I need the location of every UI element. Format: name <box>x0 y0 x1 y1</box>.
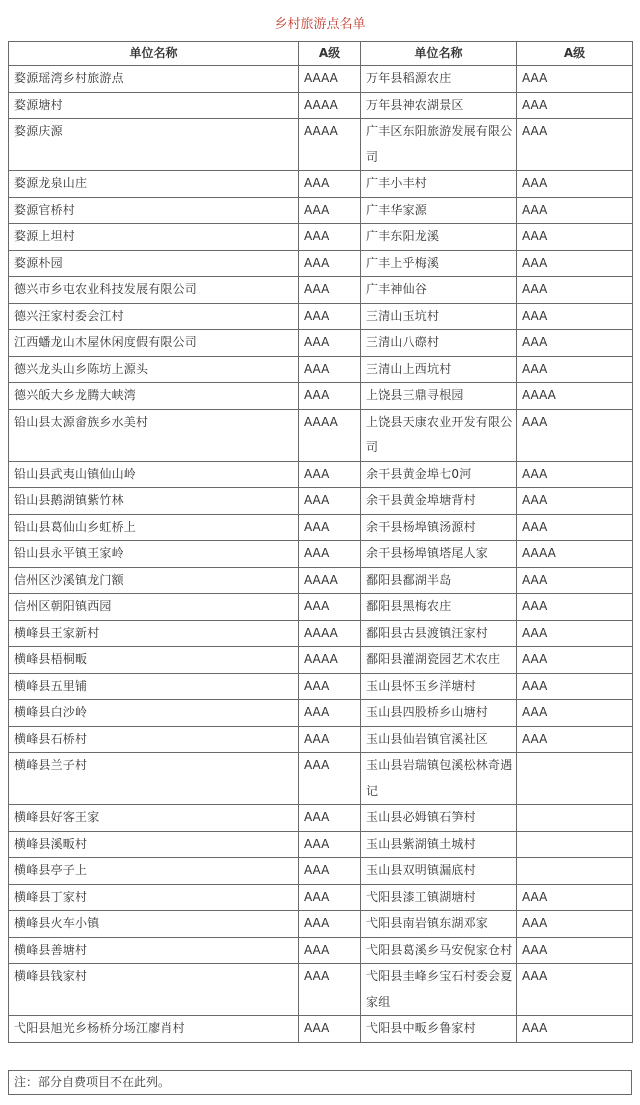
a-level-left: AAA <box>299 964 361 1016</box>
unit-name-left: 横峰县火车小镇 <box>9 911 299 938</box>
unit-name-left: 德兴龙头山乡陈坊上源头 <box>9 356 299 383</box>
a-level-right: AAA <box>517 673 633 700</box>
table-row <box>9 92 633 119</box>
unit-name-left: 信州区朝阳镇西园 <box>9 594 299 621</box>
unit-name-right: 鄱阳县鄱湖半岛 <box>361 567 517 594</box>
unit-name-left: 横峰县五里铺 <box>9 673 299 700</box>
unit-name-right: 余干县杨埠镇塔尾人家 <box>361 541 517 568</box>
unit-name-right: 弋阳县南岩镇东湖邓家 <box>361 911 517 938</box>
unit-name-left: 铅山县永平镇王家岭 <box>9 541 299 568</box>
a-level-right: AAA <box>517 726 633 753</box>
unit-name-right: 弋阳县圭峰乡宝石村委会夏家组 <box>361 964 517 1016</box>
table-row <box>9 673 633 700</box>
a-level-left: AAA <box>299 197 361 224</box>
a-level-left: AAA <box>299 250 361 277</box>
a-level-right: AAA <box>517 356 633 383</box>
a-level-left: AAAA <box>299 119 361 171</box>
a-level-left: AAA <box>299 171 361 198</box>
a-level-right: AAA <box>517 303 633 330</box>
unit-name-left: 婺源塘村 <box>9 92 299 119</box>
a-level-left: AAA <box>299 303 361 330</box>
a-level-left: AAA <box>299 700 361 727</box>
table-row <box>9 805 633 832</box>
footnote: 注：部分自费项目不在此列。 <box>8 1070 632 1095</box>
table-row <box>9 303 633 330</box>
unit-name-right: 鄱阳县灌湖瓷园艺术农庄 <box>361 647 517 674</box>
unit-name-left: 婺源上坦村 <box>9 224 299 251</box>
unit-name-right: 三清山玉坑村 <box>361 303 517 330</box>
table-row <box>9 224 633 251</box>
unit-name-right: 上饶县天康农业开发有限公司 <box>361 409 517 461</box>
table-row <box>9 620 633 647</box>
header-a-level-right: A级 <box>517 42 633 66</box>
unit-name-left: 铅山县太源畲族乡水美村 <box>9 409 299 461</box>
unit-name-right: 广丰华家源 <box>361 197 517 224</box>
unit-name-left: 婺源朴园 <box>9 250 299 277</box>
table-row <box>9 514 633 541</box>
a-level-left: AAA <box>299 461 361 488</box>
a-level-left: AAAA <box>299 409 361 461</box>
table-row <box>9 461 633 488</box>
unit-name-right: 广丰区东阳旅游发展有限公司 <box>361 119 517 171</box>
a-level-right: AAA <box>517 461 633 488</box>
unit-name-right: 玉山县怀玉乡洋塘村 <box>361 673 517 700</box>
unit-name-left: 铅山县鹅湖镇紫竹林 <box>9 488 299 515</box>
unit-name-left: 横峰县丁家村 <box>9 884 299 911</box>
a-level-left: AAA <box>299 911 361 938</box>
a-level-right: AAA <box>517 92 633 119</box>
a-level-right: AAA <box>517 647 633 674</box>
unit-name-left: 横峰县亭子上 <box>9 858 299 885</box>
unit-name-right: 万年县稻源农庄 <box>361 66 517 93</box>
list-title: 乡村旅游点名单 <box>274 17 366 32</box>
table-row <box>9 594 633 621</box>
a-level-right: AAA <box>517 911 633 938</box>
unit-name-left: 横峰县白沙岭 <box>9 700 299 727</box>
table-row <box>9 858 633 885</box>
a-level-left: AAA <box>299 356 361 383</box>
a-level-left: AAAA <box>299 647 361 674</box>
a-level-right: AAA <box>517 514 633 541</box>
table-row <box>9 1016 633 1043</box>
unit-name-left: 婺源瑶湾乡村旅游点 <box>9 66 299 93</box>
unit-name-left: 德兴汪家村委会江村 <box>9 303 299 330</box>
unit-name-right: 三清山八磜村 <box>361 330 517 357</box>
table-row <box>9 409 633 461</box>
unit-name-right: 余干县黄金埠塘背村 <box>361 488 517 515</box>
unit-name-left: 江西蟠龙山木屋休闲度假有限公司 <box>9 330 299 357</box>
header-unit-name-right: 单位名称 <box>361 42 517 66</box>
a-level-left: AAA <box>299 514 361 541</box>
table-row <box>9 726 633 753</box>
rural-tourism-table <box>8 41 633 1043</box>
table-row <box>9 171 633 198</box>
table-row <box>9 964 633 1016</box>
a-level-left: AAA <box>299 488 361 515</box>
unit-name-right: 广丰上乎梅溪 <box>361 250 517 277</box>
table-row <box>9 937 633 964</box>
table-row <box>9 700 633 727</box>
a-level-right: AAA <box>517 171 633 198</box>
table-row <box>9 884 633 911</box>
a-level-right: AAA <box>517 119 633 171</box>
table-row <box>9 647 633 674</box>
a-level-right: AAA <box>517 409 633 461</box>
table-body <box>9 66 633 1043</box>
unit-name-right: 鄱阳县古县渡镇汪家村 <box>361 620 517 647</box>
a-level-left: AAA <box>299 224 361 251</box>
a-level-right <box>517 753 633 805</box>
unit-name-left: 横峰县钱家村 <box>9 964 299 1016</box>
a-level-left: AAA <box>299 277 361 304</box>
unit-name-left: 横峰县石桥村 <box>9 726 299 753</box>
unit-name-left: 横峰县善塘村 <box>9 937 299 964</box>
a-level-right: AAA <box>517 66 633 93</box>
table-row <box>9 753 633 805</box>
table-row <box>9 831 633 858</box>
unit-name-left: 婺源龙泉山庄 <box>9 171 299 198</box>
a-level-right: AAA <box>517 224 633 251</box>
unit-name-left: 婺源庆源 <box>9 119 299 171</box>
a-level-right: AAA <box>517 330 633 357</box>
table-row <box>9 277 633 304</box>
a-level-left: AAA <box>299 1016 361 1043</box>
unit-name-left: 铅山县葛仙山乡虹桥上 <box>9 514 299 541</box>
unit-name-right: 玉山县四股桥乡山塘村 <box>361 700 517 727</box>
a-level-left: AAA <box>299 726 361 753</box>
a-level-left: AAA <box>299 805 361 832</box>
a-level-left: AAA <box>299 594 361 621</box>
a-level-left: AAAA <box>299 66 361 93</box>
unit-name-left: 信州区沙溪镇龙门额 <box>9 567 299 594</box>
a-level-left: AAA <box>299 330 361 357</box>
unit-name-right: 上饶县三鼎寻根园 <box>361 383 517 410</box>
unit-name-left: 德兴皈大乡龙腾大峡湾 <box>9 383 299 410</box>
table-row <box>9 66 633 93</box>
a-level-left: AAA <box>299 884 361 911</box>
header-unit-name-left: 单位名称 <box>9 42 299 66</box>
unit-name-left: 婺源官桥村 <box>9 197 299 224</box>
a-level-right <box>517 831 633 858</box>
a-level-left: AAA <box>299 831 361 858</box>
a-level-right: AAAA <box>517 383 633 410</box>
unit-name-right: 三清山上西坑村 <box>361 356 517 383</box>
unit-name-left: 横峰县兰子村 <box>9 753 299 805</box>
a-level-right: AAA <box>517 250 633 277</box>
a-level-right: AAA <box>517 700 633 727</box>
a-level-left: AAA <box>299 858 361 885</box>
a-level-left: AAA <box>299 937 361 964</box>
a-level-right: AAA <box>517 197 633 224</box>
a-level-right: AAA <box>517 884 633 911</box>
unit-name-left: 弋阳县旭光乡杨桥分场江廖肖村 <box>9 1016 299 1043</box>
unit-name-left: 横峰县王家新村 <box>9 620 299 647</box>
table-row <box>9 911 633 938</box>
unit-name-left: 铅山县武夷山镇仙山岭 <box>9 461 299 488</box>
table-row <box>9 383 633 410</box>
unit-name-left: 横峰县好客王家 <box>9 805 299 832</box>
a-level-right: AAAA <box>517 541 633 568</box>
unit-name-right: 万年县神农湖景区 <box>361 92 517 119</box>
table-row <box>9 197 633 224</box>
unit-name-right: 广丰小丰村 <box>361 171 517 198</box>
a-level-left: AAA <box>299 753 361 805</box>
a-level-right: AAA <box>517 937 633 964</box>
unit-name-right: 弋阳县葛溪乡马安倪家仓村 <box>361 937 517 964</box>
a-level-left: AAA <box>299 383 361 410</box>
a-level-right: AAA <box>517 488 633 515</box>
unit-name-left: 横峰县梧桐畈 <box>9 647 299 674</box>
unit-name-right: 玉山县双明镇漏底村 <box>361 858 517 885</box>
table-row <box>9 119 633 171</box>
a-level-right: AAA <box>517 594 633 621</box>
unit-name-right: 玉山县紫湖镇土城村 <box>361 831 517 858</box>
unit-name-right: 广丰神仙谷 <box>361 277 517 304</box>
a-level-left: AAAA <box>299 92 361 119</box>
table-row <box>9 250 633 277</box>
unit-name-right: 玉山县必姆镇石笋村 <box>361 805 517 832</box>
unit-name-right: 弋阳县中畈乡鲁家村 <box>361 1016 517 1043</box>
a-level-right: AAA <box>517 567 633 594</box>
unit-name-left: 德兴市乡屯农业科技发展有限公司 <box>9 277 299 304</box>
header-a-level-left: A级 <box>299 42 361 66</box>
table-row <box>9 541 633 568</box>
a-level-right: AAA <box>517 620 633 647</box>
unit-name-right: 玉山县岩瑞镇包溪松林奇遇记 <box>361 753 517 805</box>
a-level-left: AAAA <box>299 567 361 594</box>
a-level-right: AAA <box>517 1016 633 1043</box>
a-level-right: AAA <box>517 964 633 1016</box>
table-row <box>9 567 633 594</box>
table-row <box>9 488 633 515</box>
a-level-left: AAA <box>299 673 361 700</box>
unit-name-right: 广丰东阳龙溪 <box>361 224 517 251</box>
table-row <box>9 330 633 357</box>
a-level-left: AAAA <box>299 620 361 647</box>
unit-name-right: 余干县黄金埠七0河 <box>361 461 517 488</box>
unit-name-right: 鄱阳县黑梅农庄 <box>361 594 517 621</box>
table-header-row <box>9 42 633 66</box>
a-level-right: AAA <box>517 277 633 304</box>
unit-name-right: 玉山县仙岩镇官溪社区 <box>361 726 517 753</box>
a-level-right <box>517 805 633 832</box>
a-level-left: AAA <box>299 541 361 568</box>
unit-name-left: 横峰县溪畈村 <box>9 831 299 858</box>
unit-name-right: 余干县杨埠镇汤源村 <box>361 514 517 541</box>
a-level-right <box>517 858 633 885</box>
unit-name-right: 弋阳县漆工镇湖塘村 <box>361 884 517 911</box>
table-row <box>9 356 633 383</box>
